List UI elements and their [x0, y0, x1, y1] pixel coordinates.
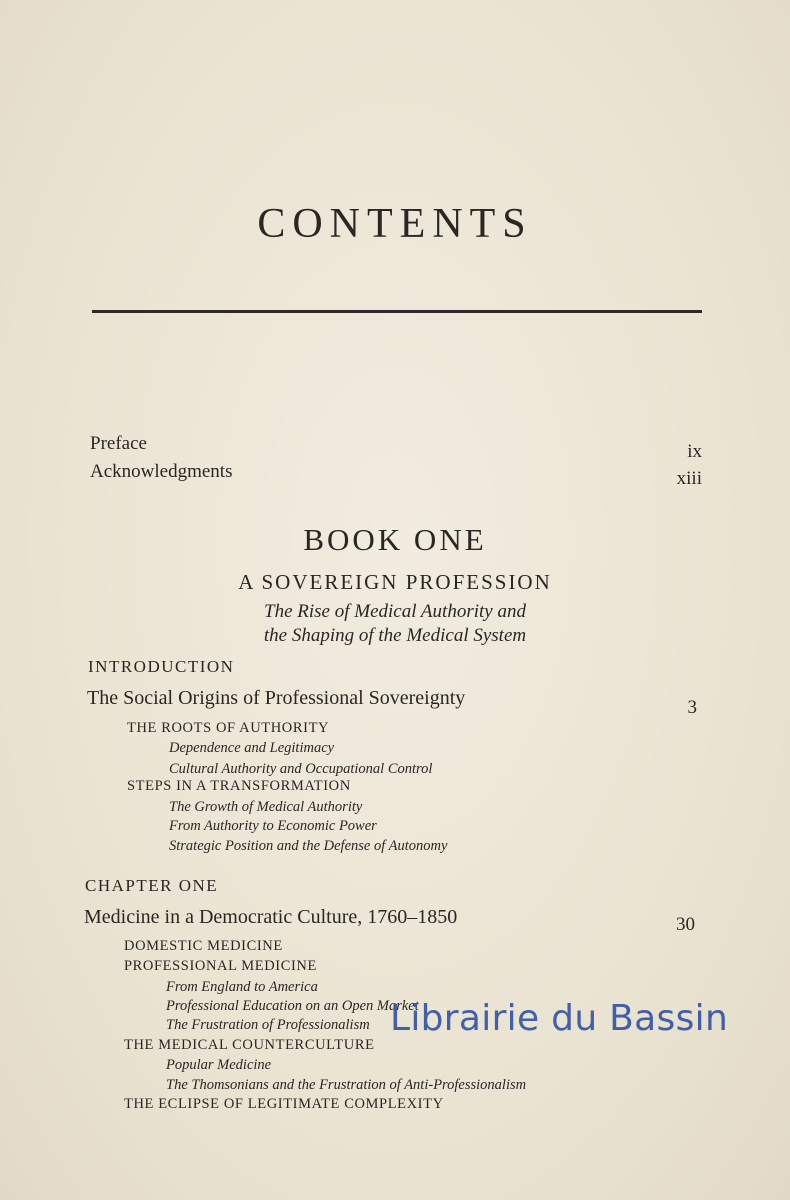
- chapter-one-title: Medicine in a Democratic Culture, 1760–1850: [84, 906, 458, 928]
- subsection-item: The Frustration of Professionalism: [166, 1017, 370, 1033]
- introduction-title: The Social Origins of Professional Sovereignty: [87, 687, 466, 709]
- subsection-item: Strategic Position and the Defense of Autonomy: [169, 838, 448, 854]
- section-heading: DOMESTIC MEDICINE: [124, 938, 283, 954]
- toc-entry-preface: Preface: [90, 433, 147, 454]
- page-title: CONTENTS: [257, 201, 533, 247]
- part-subtitle-line1: The Rise of Medical Authority and: [264, 601, 526, 622]
- section-heading: THE MEDICAL COUNTERCULTURE: [124, 1037, 375, 1053]
- section-heading: PROFESSIONAL MEDICINE: [124, 958, 317, 974]
- subsection-item: The Growth of Medical Authority: [169, 799, 363, 815]
- introduction-label: INTRODUCTION: [88, 657, 235, 676]
- section-heading: THE ECLIPSE OF LEGITIMATE COMPLEXITY: [124, 1096, 444, 1112]
- subsection-item: From England to America: [166, 979, 318, 995]
- part-subtitle-line2: the Shaping of the Medical System: [263, 625, 527, 646]
- page-number-preface: ix: [687, 441, 702, 462]
- page-number-acknowledgments: xiii: [676, 468, 702, 489]
- part-title: A SOVEREIGN PROFESSION: [238, 570, 552, 594]
- subsection-item: Cultural Authority and Occupational Control: [169, 761, 433, 777]
- subsection-item: The Thomsonians and the Frustration of Anti-Professionalism: [166, 1077, 527, 1093]
- book-label: BOOK ONE: [303, 522, 487, 557]
- watermark-text: Librairie du Bassin: [390, 998, 729, 1039]
- title-rule: [92, 310, 702, 313]
- subsection-item: From Authority to Economic Power: [169, 818, 377, 834]
- section-heading: THE ROOTS OF AUTHORITY: [127, 720, 330, 736]
- subsection-item: Popular Medicine: [166, 1057, 272, 1073]
- chapter-one-label: CHAPTER ONE: [85, 876, 219, 895]
- subsection-item: Dependence and Legitimacy: [169, 740, 335, 756]
- section-heading: STEPS IN A TRANSFORMATION: [127, 778, 351, 794]
- toc-entry-acknowledgments: Acknowledgments: [90, 461, 233, 482]
- page-number-chapter-one: 30: [676, 914, 695, 935]
- page-number-introduction: 3: [687, 697, 697, 718]
- subsection-item: Professional Education on an Open Market: [166, 998, 419, 1014]
